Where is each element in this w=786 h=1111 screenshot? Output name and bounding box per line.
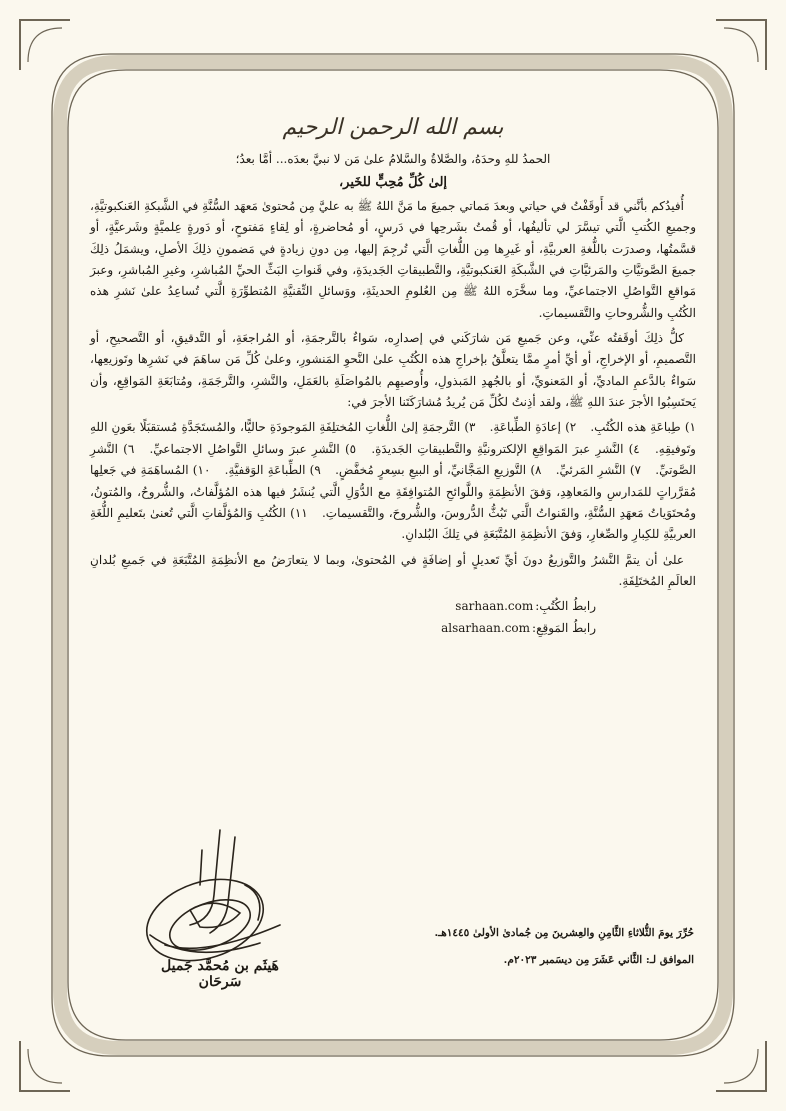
site-link-label: رابطُ المَوقِعِ:	[532, 620, 596, 635]
list-item: ٨) التَّوزيعِ المَجَّانيِّ، أو البيعِ بسِعرٍ مُخفَّضٍ.	[335, 463, 542, 478]
list-item: ١) طِباعَةِ هذه الكُتُبِ.	[590, 420, 696, 435]
list-item: ١٠) المُساهَمَةِ في جَعلِها مُقرَّراتٍ للمَدارسِ والمَعاهِدِ، وَفقَ الأنظِمَةِ واللَّوائحِ المُتوافِقَةِ مع الدُّوَلِ الَّتي يُنشَرُ فيها هذه المُؤلَّفاتُ، والشُّروحُ، والمُتونُ، ومُحتَوَياتُ مَعهَدِ السُّنَّةِ، والقَنواتُ الَّتي تَبُثُّ الدُّروسَ، والشُّروحَ، والتَّقسيماتِ.	[90, 463, 696, 520]
paragraph-endowment: أُفيدُكم بأنَّني قد أَوقَفْتُ في حياتي وبعدَ مَماتي جميعَ ما مَنَّ اللهُ ﷺ به عليَّ مِن مُحتوىٰ مَعهَد السُّنَّةِ في الشَّبكةِ العَنكبوتيَّةِ، وجميعِ الكُتبِ الَّتي تيسَّرَ لي تأليفُها، أو قُمتُ بشَرحِها في دَرسٍ، أو مُحاضرةٍ، أو لِقاءٍ مَفتوحٍ، أو دَورةٍ عِلميَّةٍ وشَرعيَّةٍ، أو قسَّمتُها، وصدرَت باللُّغةِ العربيَّةِ، أو غَيرِها مِن اللُّغاتِ الَّتي تُرجِمَ إليها، مِن دونِ زيادةٍ في مَضمونِ ذلِكَ الأصلِ، ويشمَلُ ذلِكَ جميعَ الصَّوتيَّاتِ والمَرئيَّاتِ في الشَّبكَةِ العَنكبوتيَّةِ، والتَّطبيقاتِ الجَديدَةِ، وفي قَنواتِ البَثِّ الحيِّ المُباشرِ، وغيرِ المُباشرِ، وعبرَ مَواقعِ التَّواصُلِ الاجتماعيِّ، وما سخَّرَه اللهُ ﷺ مِن العُلومِ الحديثَةِ، ووَسائلِ التِّقنيَّةِ المُتطوِّرَةِ الَّتي تُساعِدُ علىٰ نَشرِ هذه الكُتُبِ والشُّروحاتِ والتَّقسيماتِ.	[90, 198, 697, 320]
basmala-calligraphy: بسم الله الرحمن الرحيم	[282, 115, 504, 140]
books-link-label: رابطُ الكُتُبِ:	[535, 599, 596, 614]
list-item: ١١) الكُتُبِ وَالمُؤلَّفاتِ الَّتي تُعنىٰ بتَعليمِ اللُّغَةِ العربيَّةِ للكِبارِ والصِّغارِ، وَفقَ الأنظِمَةِ المُتَّبَعَةِ في تِلكَ البُلدانِ.	[90, 505, 696, 542]
permissions-list	[90, 417, 696, 545]
opening-line: الحمدُ للهِ وحدَهُ، والصَّلاةُ والسَّلامُ علىٰ مَن لا نبيَّ بعدَه... أمَّا بعدُ؛	[235, 152, 551, 167]
site-link[interactable]: alsarhaan.com	[441, 620, 531, 635]
date-block	[354, 920, 694, 975]
list-item: ٤) النَّشرِ عبرَ المَواقِعِ الإلكترونيَّةِ والتَّطبيقاتِ الجَديدَةِ.	[371, 441, 640, 456]
list-item: ٩) الطِّباعَةِ الوَقفيَّةِ.	[224, 463, 321, 478]
list-item: ٧) النَّشرِ المَرئيِّ.	[555, 463, 641, 478]
hijri-date: حُرِّرَ يومَ الثُّلاثاءِ الثَّامِنِ والعِشرينَ مِن جُمادىٰ الأولىٰ ١٤٤٥هـ.	[434, 927, 694, 939]
list-item: ٢) إعادَةِ الطِّباعَةِ.	[489, 420, 577, 435]
gregorian-date: الموافق لـ: الثَّاني عَشَرَ مِن ديسَمبر ٢٠٢٣م.	[503, 954, 694, 967]
list-item: ٦) النَّشرِ الصَّوتيِّ.	[90, 441, 697, 478]
books-link[interactable]: sarhaan.com	[455, 599, 534, 614]
signature-calligraphy	[130, 825, 300, 975]
paragraph-conditions: علىٰ أن يتمَّ النَّشرُ والتَّوزيعُ دونَ أيِّ تَعديلٍ أو إضافَةٍ في المُحتوىٰ، وبما لا يتعارَضُ مع الأنظِمَةِ المُتَّبَعَةِ في جَميعِ بُلدانِ العالَمِ المُختَلِفَةِ.	[90, 552, 696, 588]
links-block	[90, 596, 696, 639]
signatory-name: هَيثَم بن مُحمَّد جَميل سَرحَان	[161, 958, 279, 990]
site-link-row	[90, 618, 596, 639]
addressee-line: إلىٰ كُلِّ مُحِبٍّ للخَير،	[338, 174, 448, 190]
books-link-row	[90, 596, 596, 617]
list-item: ٣) التَّرجمَةِ إلىٰ اللُّغاتِ المُختلِفَةِ المَوجودَةِ حاليًّا، والمُستَجَدَّةِ مُستقبَلًا بعَونِ اللهِ وتَوفيقِهِ.	[90, 420, 696, 456]
paragraph-participants: كلُّ ذلِكَ أوقَفتُه عنِّي، وعن جَميعِ مَن شارَكَني في إصدارِه، سَواءٌ بالتَّرجمَةِ، أو المُراجعَةِ، أو التَّدقيقِ، أو التَّصحيحِ، أو التَّصميمِ، أو الإخراجِ، أو أيِّ أمرٍ ممَّا يتعلَّقُ بإخراجِ هذه الكُتُبِ علىٰ النَّحوِ المَنشورِ، وعلىٰ كُلِّ مَن ساهَمَ في نَشرِها وتَوزيعِها، سَواءٌ بالدَّعمِ الماديِّ، أو المَعنويِّ، أو بالجُهدِ المَبذولِ، وأُوصيهِم بالمُواصَلَةِ بالعَمَلِ، والنَّشرِ، والتَّرجَمَةِ، ومُتابَعَةِ المَواقِعِ، وأن يَحتَسِبُوا الأجرَ عندَ اللهِ ﷺ، ولقد أذِنتُ لكُلِّ مَن يُريدُ مُشارَكَتَنا الأجرَ في:	[90, 331, 696, 410]
list-item: ٥) النَّشرِ عبرَ وسائلِ التَّواصُلِ الاجتماعيِّ.	[149, 441, 357, 456]
